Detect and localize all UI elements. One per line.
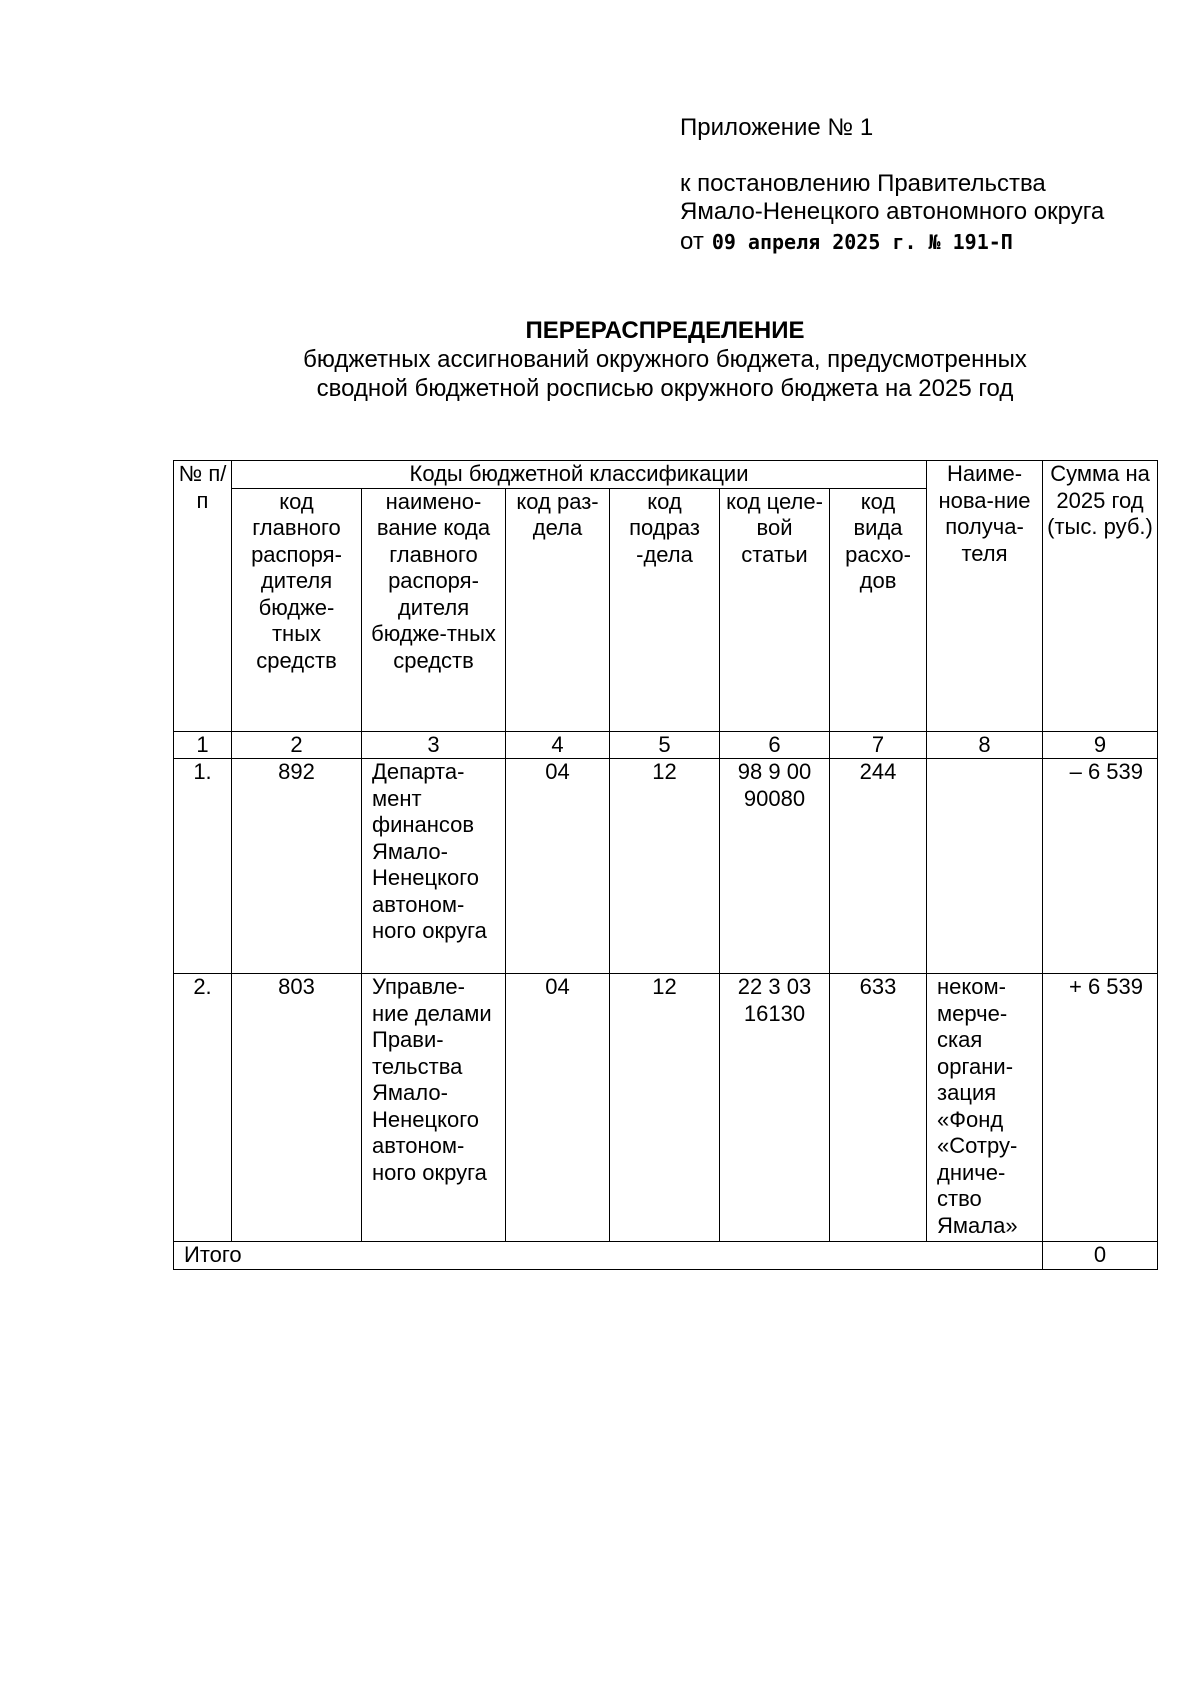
- column-number: 5: [610, 731, 720, 759]
- header-recipient: Наиме-нова-ние получа-теля: [927, 461, 1043, 732]
- appendix-line-2: Ямало-Ненецкого автономного округа: [680, 198, 1105, 225]
- row-num: 1.: [174, 759, 232, 974]
- total-value: 0: [1043, 1242, 1158, 1270]
- document-subtitle-1: бюджетных ассигнований окружного бюджета, предусмотренных: [303, 346, 1027, 373]
- row-amount: + 6 539: [1043, 974, 1158, 1242]
- row-expense: 633: [830, 974, 927, 1242]
- column-number: 2: [232, 731, 362, 759]
- decree-date: 09 апреля 2025 г. № 191-П: [711, 230, 1013, 254]
- redistribution-table: [173, 460, 1158, 1270]
- header-subsection: код подраз -дела: [610, 488, 720, 731]
- from-label: от: [680, 228, 704, 255]
- row-grbs-code: 892: [232, 759, 362, 974]
- row-recipient: [927, 759, 1043, 974]
- header-row-1: [174, 461, 1158, 489]
- total-row: [174, 1242, 1158, 1270]
- appendix-block: [680, 114, 1180, 256]
- header-grbs-name: наимено-вание кода главного распоря-дителя бюдже-тных средств: [362, 488, 506, 731]
- row-num: 2.: [174, 974, 232, 1242]
- table-row: [174, 974, 1158, 1242]
- header-sum: Сумма на 2025 год (тыс. руб.): [1043, 461, 1158, 732]
- document-title: ПЕРЕРАСПРЕДЕЛЕНИЕ: [525, 317, 805, 344]
- total-label: Итого: [174, 1242, 1043, 1270]
- header-grbs-code: код главного распоря-дителя бюдже-тных средств: [232, 488, 362, 731]
- header-expense: код вида расхо-дов: [830, 488, 927, 731]
- row-grbs-name: Департа-мент финансов Ямало-Ненецкого автоном-ного округа: [362, 759, 506, 974]
- table-row: [174, 759, 1158, 974]
- row-section: 04: [506, 974, 610, 1242]
- header-section: код раз-дела: [506, 488, 610, 731]
- header-target: код целе-вой статьи: [720, 488, 830, 731]
- row-target: 22 3 03 16130: [720, 974, 830, 1242]
- row-subsection: 12: [610, 759, 720, 974]
- row-grbs-code: 803: [232, 974, 362, 1242]
- row-section: 04: [506, 759, 610, 974]
- column-number: 3: [362, 731, 506, 759]
- appendix-date-line: [680, 228, 1180, 256]
- document-subtitle-2: сводной бюджетной росписью окружного бюджета на 2025 год: [316, 375, 1014, 402]
- column-number: 6: [720, 731, 830, 759]
- document-heading: [0, 316, 1200, 403]
- row-target: 98 9 00 90080: [720, 759, 830, 974]
- column-number: 8: [927, 731, 1043, 759]
- row-expense: 244: [830, 759, 927, 974]
- header-codes-group: Коды бюджетной классификации: [232, 461, 927, 489]
- column-number: 4: [506, 731, 610, 759]
- appendix-line-1: к постановлению Правительства: [680, 170, 1046, 197]
- header-num: № п/п: [174, 461, 232, 732]
- row-recipient: неком-мерче-ская органи-зация «Фонд «Сотру-дниче-ство Ямала»: [927, 974, 1043, 1242]
- column-number: 7: [830, 731, 927, 759]
- row-grbs-name: Управле-ние делами Прави-тельства Ямало-Ненецкого автоном-ного округа: [362, 974, 506, 1242]
- column-number: 1: [174, 731, 232, 759]
- column-number: 9: [1043, 731, 1158, 759]
- row-subsection: 12: [610, 974, 720, 1242]
- column-numbers-row: [174, 731, 1158, 759]
- appendix-title: Приложение № 1: [680, 114, 874, 141]
- row-amount: – 6 539: [1043, 759, 1158, 974]
